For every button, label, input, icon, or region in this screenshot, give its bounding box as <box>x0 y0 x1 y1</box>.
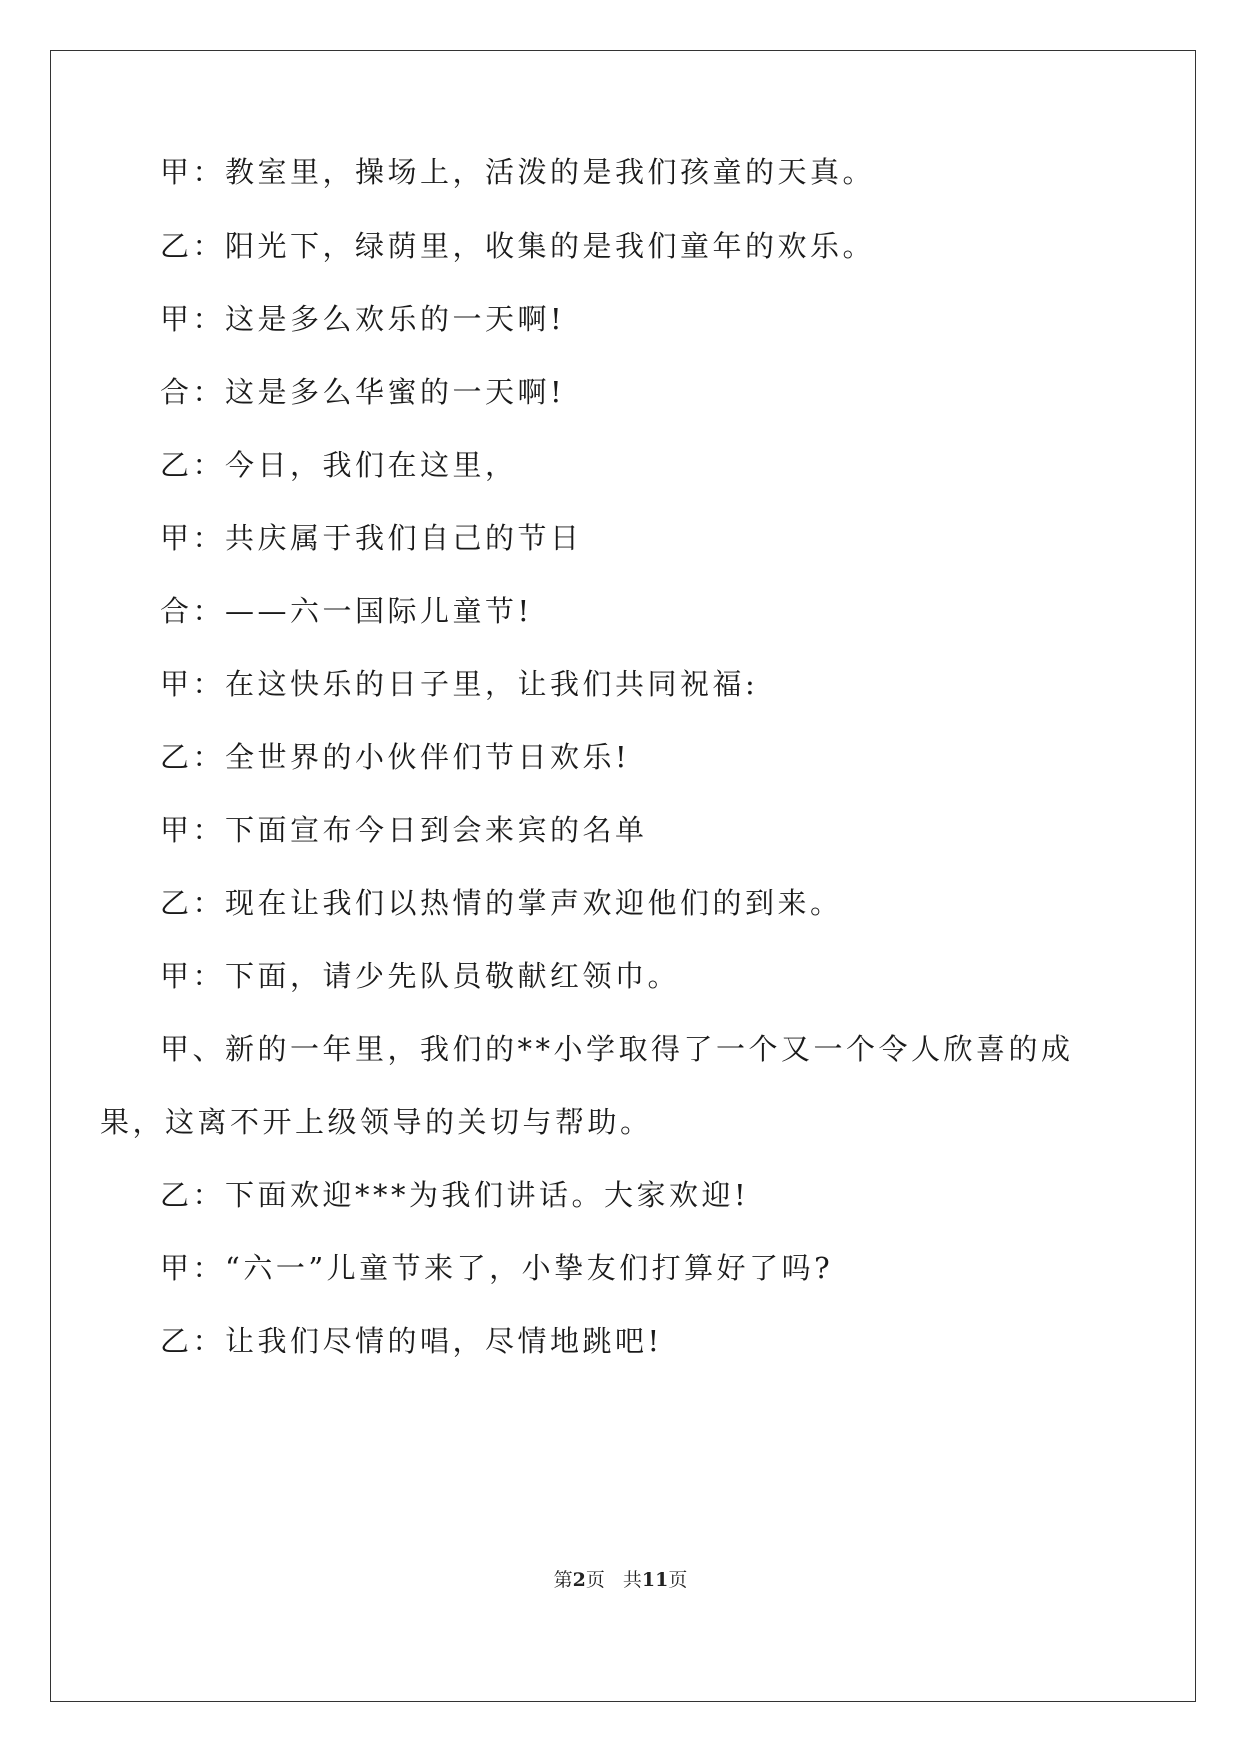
dialogue-line: 乙：阳光下，绿荫里，收集的是我们童年的欢乐。 <box>160 229 876 263</box>
footer-total-prefix: 共 <box>622 1569 642 1591</box>
footer-page-prefix: 第 <box>553 1569 573 1591</box>
page-footer <box>0 1568 1241 1592</box>
dialogue-line: 合：这是多么华蜜的一天啊! <box>160 375 566 409</box>
footer-page-suffix: 页 <box>585 1569 605 1591</box>
footer-total-pages: 11 <box>641 1569 669 1591</box>
dialogue-line: 乙：全世界的小伙伴们节日欢乐! <box>160 740 631 774</box>
footer-total-suffix: 页 <box>668 1569 688 1591</box>
dialogue-line-continuation: 果，这离不开上级领导的关切与帮助。 <box>100 1105 653 1139</box>
dialogue-line: 甲：下面宣布今日到会来宾的名单 <box>160 813 648 847</box>
dialogue-line: 乙：现在让我们以热情的掌声欢迎他们的到来。 <box>160 886 843 920</box>
dialogue-line: 乙：今日，我们在这里， <box>160 448 518 482</box>
dialogue-line: 甲：这是多么欢乐的一天啊! <box>160 302 566 336</box>
dialogue-line: 合：——六一国际儿童节! <box>160 594 533 628</box>
dialogue-line: 甲：“六一”儿童节来了，小挚友们打算好了吗? <box>160 1251 834 1285</box>
page-border <box>50 50 1196 1702</box>
footer-page-number: 2 <box>572 1569 586 1591</box>
dialogue-line: 甲、新的一年里，我们的**小学取得了一个又一个令人欣喜的成 <box>160 1032 1074 1066</box>
dialogue-line: 甲：下面，请少先队员敬献红领巾。 <box>160 959 681 993</box>
dialogue-line: 乙：下面欢迎***为我们讲话。大家欢迎! <box>160 1178 750 1212</box>
dialogue-line: 甲：在这快乐的日子里，让我们共同祝福: <box>160 667 759 701</box>
dialogue-line: 甲：共庆属于我们自己的节日 <box>160 521 583 555</box>
dialogue-line: 甲：教室里，操场上，活泼的是我们孩童的天真。 <box>160 155 876 189</box>
dialogue-line: 乙：让我们尽情的唱，尽情地跳吧! <box>160 1324 663 1358</box>
